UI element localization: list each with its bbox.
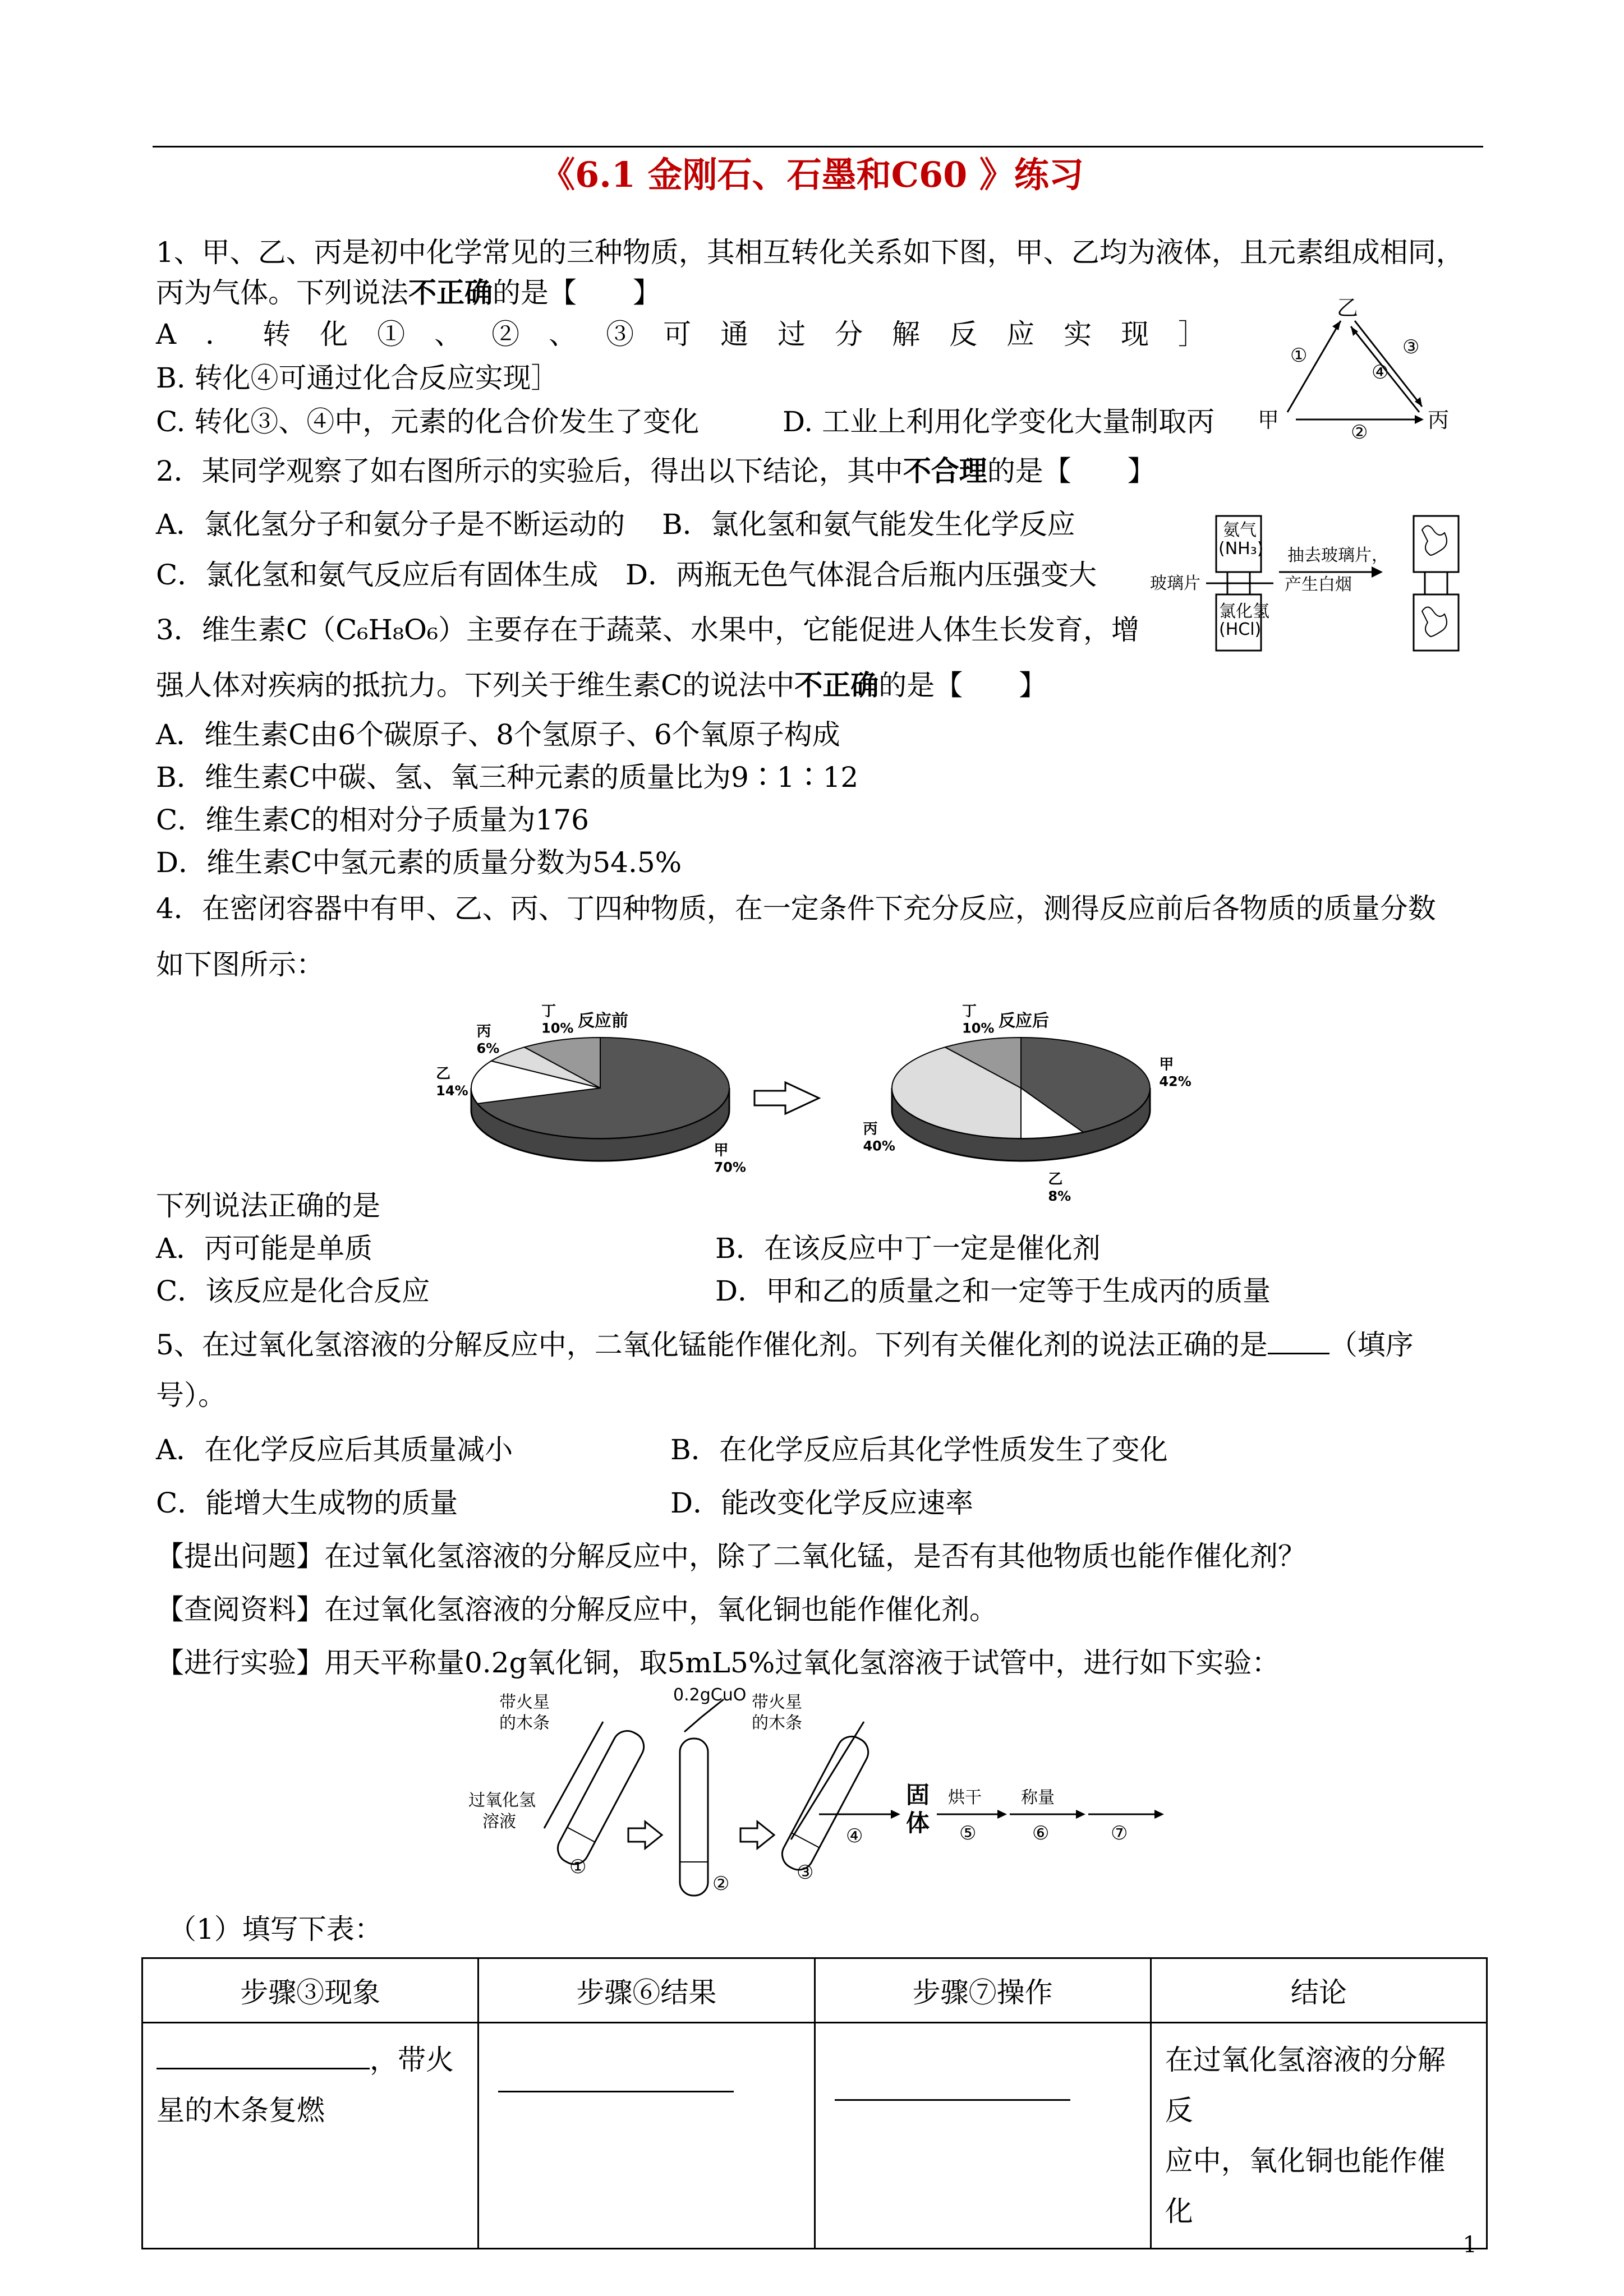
q4-stem-line1: 4．在密闭容器中有甲、乙、丙、丁四种物质，在一定条件下充分反应，测得反应前后各物质的质量分数 [156, 892, 1436, 925]
q2-option-d: D．两瓶无色气体混合后瓶内压强变大 [625, 559, 1097, 591]
q1-option-b: B. 转化④可通过化合反应实现］ [156, 362, 559, 394]
pie-label: 丙 [863, 1121, 878, 1138]
table-cell-result [479, 2023, 815, 2249]
q3-option-c: C．维生素C的相对分子质量为176 [156, 804, 589, 836]
svg-text:⑦: ⑦ [1111, 1822, 1128, 1845]
svg-text:带火星: 带火星 [752, 1693, 802, 1712]
q5-ask: 【提出问题】在过氧化氢溶液的分解反应中，除了二氧化锰，是否有其他物质也能作催化剂？ [156, 1540, 1306, 1573]
pie-value-label: 14% [436, 1083, 468, 1099]
q5-option-d: D．能改变化学反应速率 [670, 1487, 974, 1519]
svg-text:产生白烟: 产生白烟 [1285, 575, 1352, 594]
pie-value-label: 8% [1048, 1188, 1071, 1204]
pie-after [863, 1003, 1191, 1204]
q3-option-a: A．维生素C由6个碳原子、8个氢原子、6个氧原子构成 [156, 718, 840, 751]
arrowhead [1332, 321, 1341, 330]
pie-title: 反应后 [999, 1011, 1049, 1031]
test-tube-3 [777, 1731, 873, 1875]
top-rule [153, 146, 1483, 147]
table-cell-operation [815, 2023, 1151, 2249]
svg-text:④: ④ [846, 1825, 863, 1847]
pie-label: 丁 [962, 1003, 977, 1020]
svg-text:玻璃片: 玻璃片 [1150, 574, 1200, 593]
svg-text:(HCl): (HCl) [1219, 620, 1262, 639]
pie-value-label: 10% [962, 1020, 995, 1036]
q1-option-a: A．转化①、②、③可通过分解反应实现］ [156, 318, 1236, 351]
q2-stem: 2．某同学观察了如右图所示的实验后，得出以下结论，其中不合理的是【 】 [156, 454, 1156, 487]
svg-text:称量: 称量 [1021, 1788, 1055, 1808]
svg-text:①: ① [569, 1856, 587, 1878]
q3-option-b: B．维生素C中碳、氢、氧三种元素的质量比为9∶1∶12 [156, 761, 859, 794]
svg-text:②: ② [712, 1873, 730, 1895]
q1-stem-line1: 1、甲、乙、丙是初中化学常见的三种物质，其相互转化关系如下图，甲、乙均为液体，且元素组成相同， [156, 236, 1464, 269]
pie-value-label: 6% [476, 1040, 500, 1057]
q3-stem-line2: 强人体对疾病的抵抗力。下列关于维生素C的说法中不正确的是【 】 [156, 668, 1047, 702]
pie-label: 丁 [541, 1003, 556, 1020]
pie-value-label: 10% [541, 1020, 574, 1036]
table-header: 步骤⑥结果 [479, 1958, 815, 2023]
pie-label: 乙 [1048, 1170, 1063, 1188]
q1-option-d: D. 工业上利用化学变化大量制取丙 [783, 405, 1215, 438]
table-header: 结论 [1151, 1958, 1487, 2023]
svg-text:0.2gCuO: 0.2gCuO [673, 1685, 747, 1705]
svg-text:过氧化氢: 过氧化氢 [468, 1791, 536, 1810]
q5-stem-line1: 5、在过氧化氢溶液的分解反应中，二氧化锰能作催化剂。下列有关催化剂的说法正确的是 （填序 [156, 1329, 1414, 1361]
q5-experiment: 【进行实验】用天平称量0.2g氧化铜，取5mL5%过氧化氢溶液于试管中，进行如下实验： [156, 1647, 1280, 1679]
pie-label: 丙 [476, 1023, 491, 1040]
label-bing: 丙 [1428, 408, 1450, 432]
q4-question: 下列说法正确的是 [156, 1190, 380, 1222]
svg-text:带火星: 带火星 [499, 1693, 550, 1712]
pie-title: 反应前 [578, 1011, 628, 1031]
pie-label: 乙 [436, 1066, 451, 1083]
pie-before [436, 1003, 746, 1175]
q5-info: 【查阅资料】在过氧化氢溶液的分解反应中，氧化铜也能作催化剂。 [156, 1593, 997, 1626]
white-smoke [1422, 607, 1447, 637]
svg-text:溶液: 溶液 [482, 1812, 516, 1832]
q5-option-c: C．能增大生成物的质量 [156, 1487, 458, 1519]
svg-text:固: 固 [906, 1781, 930, 1809]
smoke-bottle-top [1414, 516, 1459, 572]
svg-text:⑥: ⑥ [1032, 1822, 1050, 1845]
test-tube-2 [680, 1739, 708, 1896]
svg-text:氯化氢: 氯化氢 [1219, 602, 1269, 621]
label-4: ④ [1372, 361, 1389, 384]
answer-blank[interactable] [1268, 1328, 1329, 1354]
q2-option-b: B．氯化氢和氨气能发生化学反应 [662, 508, 1075, 541]
splint-2 [791, 1722, 864, 1839]
label-yi: 乙 [1337, 296, 1359, 320]
q1-triangle-diagram [1257, 297, 1481, 443]
q3-option-d: D．维生素C中氢元素的质量分数为54.5% [156, 846, 682, 879]
q2-option-a: A．氯化氢分子和氨分子是不断运动的 [156, 508, 625, 541]
test-tube-1 [553, 1726, 649, 1869]
pie-value-label: 42% [1159, 1073, 1191, 1090]
answer-blank[interactable] [498, 2068, 734, 2092]
q2-option-c: C．氯化氢和氨气反应后有固体生成 [156, 559, 599, 591]
q5-option-b: B．在化学反应后其化学性质发生了变化 [670, 1433, 1168, 1466]
pie-value-label: 40% [863, 1138, 895, 1154]
label-jia: 甲 [1258, 408, 1280, 432]
svg-text:体: 体 [906, 1809, 930, 1837]
arrowhead [1415, 415, 1424, 424]
q3-stem-line1: 3．维生素C（C₆H₈O₆）主要存在于蔬菜、水果中，它能促进人体生长发育，增 [156, 614, 1140, 646]
table-cell-phenomenon: ，带火 星的木条复燃 [142, 2023, 479, 2249]
label-1: ① [1290, 344, 1308, 367]
q2-gas-bottle-figure [1128, 505, 1492, 656]
svg-text:烘干: 烘干 [948, 1788, 982, 1808]
pie-arrow [755, 1082, 819, 1114]
label-2: ② [1351, 421, 1368, 444]
q1-stem-line2: 丙为气体。下列说法不正确的是【 】 [156, 276, 661, 309]
results-table [141, 1957, 1488, 2249]
answer-blank[interactable] [157, 2041, 370, 2069]
q4-option-a: A．丙可能是单质 [156, 1232, 373, 1265]
svg-text:氨气: 氨气 [1223, 520, 1257, 540]
table-header: 步骤③现象 [142, 1958, 479, 2023]
label-3: ③ [1402, 336, 1420, 358]
svg-text:的木条: 的木条 [752, 1713, 802, 1733]
table-header: 步骤⑦操作 [815, 1958, 1151, 2023]
q4-stem-line2: 如下图所示： [156, 948, 324, 981]
svg-text:抽去玻璃片，: 抽去玻璃片， [1287, 546, 1388, 565]
page-title: 《6.1 金刚石、石墨和C60 》练习 [540, 154, 1084, 195]
pie-label: 甲 [1159, 1056, 1174, 1073]
svg-text:的木条: 的木条 [499, 1713, 550, 1733]
q1-option-c: C. 转化③、④中，元素的化合价发生了变化 [156, 405, 700, 438]
q5-option-a: A．在化学反应后其质量减小 [156, 1433, 513, 1466]
table-cell-conclusion: 在过氧化氢溶液的分解反 应中，氧化铜也能作催化 [1151, 2023, 1487, 2249]
answer-blank[interactable] [835, 2077, 1070, 2101]
pie-value-label: 70% [714, 1159, 746, 1175]
pie-label: 甲 [714, 1142, 729, 1159]
q5-stem-line2: 号）。 [156, 1379, 226, 1412]
q4-option-b: B．在该反应中丁一定是催化剂 [715, 1232, 1101, 1265]
smoke-bottle-bottom [1414, 594, 1459, 651]
page-number: 1 [1462, 2232, 1477, 2258]
svg-text:③: ③ [797, 1861, 814, 1884]
q4-pie-charts [436, 998, 1191, 1204]
q5-fill-instruction: （1）填写下表： [168, 1913, 383, 1945]
q4-option-c: C．该反应是化合反应 [156, 1275, 430, 1307]
svg-text:(NH₃): (NH₃) [1218, 539, 1264, 559]
q5-experiment-figure [460, 1685, 1189, 1912]
white-smoke [1422, 526, 1447, 556]
svg-text:⑤: ⑤ [959, 1822, 977, 1845]
q4-option-d: D．甲和乙的质量之和一定等于生成丙的质量 [715, 1275, 1271, 1307]
